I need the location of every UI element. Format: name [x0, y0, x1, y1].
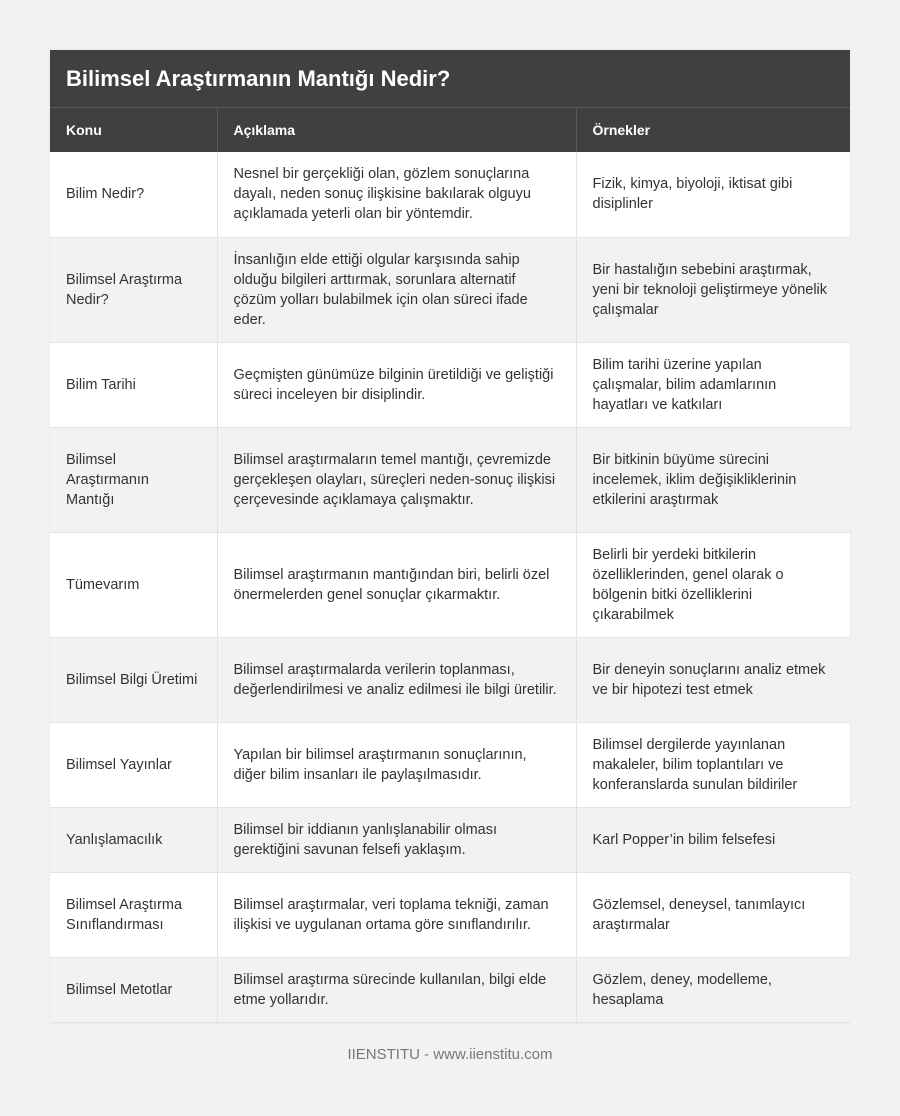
cell-konu: Bilimsel Araştırma Sınıflandırması: [50, 872, 217, 957]
table-row: [50, 427, 850, 532]
table-row: [50, 957, 850, 1022]
table-row: [50, 342, 850, 427]
cell-konu: Bilimsel Araştırma Nedir?: [50, 237, 217, 342]
table-row: [50, 237, 850, 342]
cell-aciklama: Bilimsel araştırmaların temel mantığı, çevremizde gerçekleşen olayları, süreçleri neden-sonuç ilişkisi çerçevesinde açıklamaya çalışmaktır.: [217, 427, 576, 532]
table-row: [50, 637, 850, 722]
cell-ornekler: Gözlemsel, deneysel, tanımlayıcı araştırmalar: [576, 872, 850, 957]
cell-konu: Bilimsel Yayınlar: [50, 722, 217, 807]
header-row: [50, 108, 850, 152]
cell-ornekler: Karl Popper’in bilim felsefesi: [576, 807, 850, 872]
cell-konu: Bilim Tarihi: [50, 342, 217, 427]
cell-konu: Bilimsel Bilgi Üretimi: [50, 637, 217, 722]
cell-aciklama: Bilimsel araştırmalar, veri toplama tekniği, zaman ilişkisi ve uygulanan ortama göre sınıflandırılır.: [217, 872, 576, 957]
cell-konu: Yanlışlamacılık: [50, 807, 217, 872]
cell-aciklama: Bilimsel araştırma sürecinde kullanılan, bilgi elde etme yollarıdır.: [217, 957, 576, 1022]
table-row: [50, 807, 850, 872]
cell-ornekler: Belirli bir yerdeki bitkilerin özelliklerinden, genel olarak o bölgenin bitki özelliklerini çıkarabilmek: [576, 532, 850, 637]
cell-ornekler: Bilimsel dergilerde yayınlanan makaleler, bilim toplantıları ve konferanslarda sunulan bildiriler: [576, 722, 850, 807]
column-header-aciklama: Açıklama: [217, 108, 576, 152]
footer-credit: IIENSTITU - www.iienstitu.com: [347, 1046, 553, 1063]
cell-ornekler: Bir hastalığın sebebini araştırmak, yeni bir teknoloji geliştirmeye yönelik çalışmalar: [576, 237, 850, 342]
cell-konu: Bilimsel Metotlar: [50, 957, 217, 1022]
cell-aciklama: İnsanlığın elde ettiği olgular karşısında sahip olduğu bilgileri arttırmak, sorunlara alternatif çözüm yolları bulabilmek için olan süreci ifade eder.: [217, 237, 576, 342]
page-title: Bilimsel Araştırmanın Mantığı Nedir?: [50, 50, 850, 108]
cell-ornekler: Gözlem, deney, modelleme, hesaplama: [576, 957, 850, 1022]
cell-ornekler: Bir bitkinin büyüme sürecini incelemek, iklim değişikliklerinin etkilerini araştırmak: [576, 427, 850, 532]
cell-ornekler: Fizik, kimya, biyoloji, iktisat gibi disiplinler: [576, 152, 850, 237]
table-card: [50, 50, 850, 1023]
table-row: [50, 152, 850, 237]
data-table: [50, 108, 850, 1023]
cell-aciklama: Geçmişten günümüze bilginin üretildiği ve geliştiği süreci inceleyen bir disiplindir.: [217, 342, 576, 427]
cell-aciklama: Yapılan bir bilimsel araştırmanın sonuçlarının, diğer bilim insanları ile paylaşılmasıdır.: [217, 722, 576, 807]
cell-aciklama: Bilimsel araştırmalarda verilerin toplanması, değerlendirilmesi ve analiz edilmesi ile bilgi üretilir.: [217, 637, 576, 722]
cell-ornekler: Bilim tarihi üzerine yapılan çalışmalar, bilim adamlarının hayatları ve katkıları: [576, 342, 850, 427]
cell-konu: Tümevarım: [50, 532, 217, 637]
cell-aciklama: Bilimsel bir iddianın yanlışlanabilir olması gerektiğini savunan felsefi yaklaşım.: [217, 807, 576, 872]
cell-aciklama: Bilimsel araştırmanın mantığından biri, belirli özel önermelerden genel sonuçlar çıkarmaktır.: [217, 532, 576, 637]
column-header-ornekler: Örnekler: [576, 108, 850, 152]
cell-aciklama: Nesnel bir gerçekliği olan, gözlem sonuçlarına dayalı, neden sonuç ilişkisine bakılarak olguyu açıklamada yeterli olan bir yöntemdir.: [217, 152, 576, 237]
cell-ornekler: Bir deneyin sonuçlarını analiz etmek ve bir hipotezi test etmek: [576, 637, 850, 722]
cell-konu: Bilimsel Araştırmanın Mantığı: [50, 427, 217, 532]
column-header-konu: Konu: [50, 108, 217, 152]
table-row: [50, 872, 850, 957]
table-row: [50, 722, 850, 807]
cell-konu: Bilim Nedir?: [50, 152, 217, 237]
table-row: [50, 532, 850, 637]
